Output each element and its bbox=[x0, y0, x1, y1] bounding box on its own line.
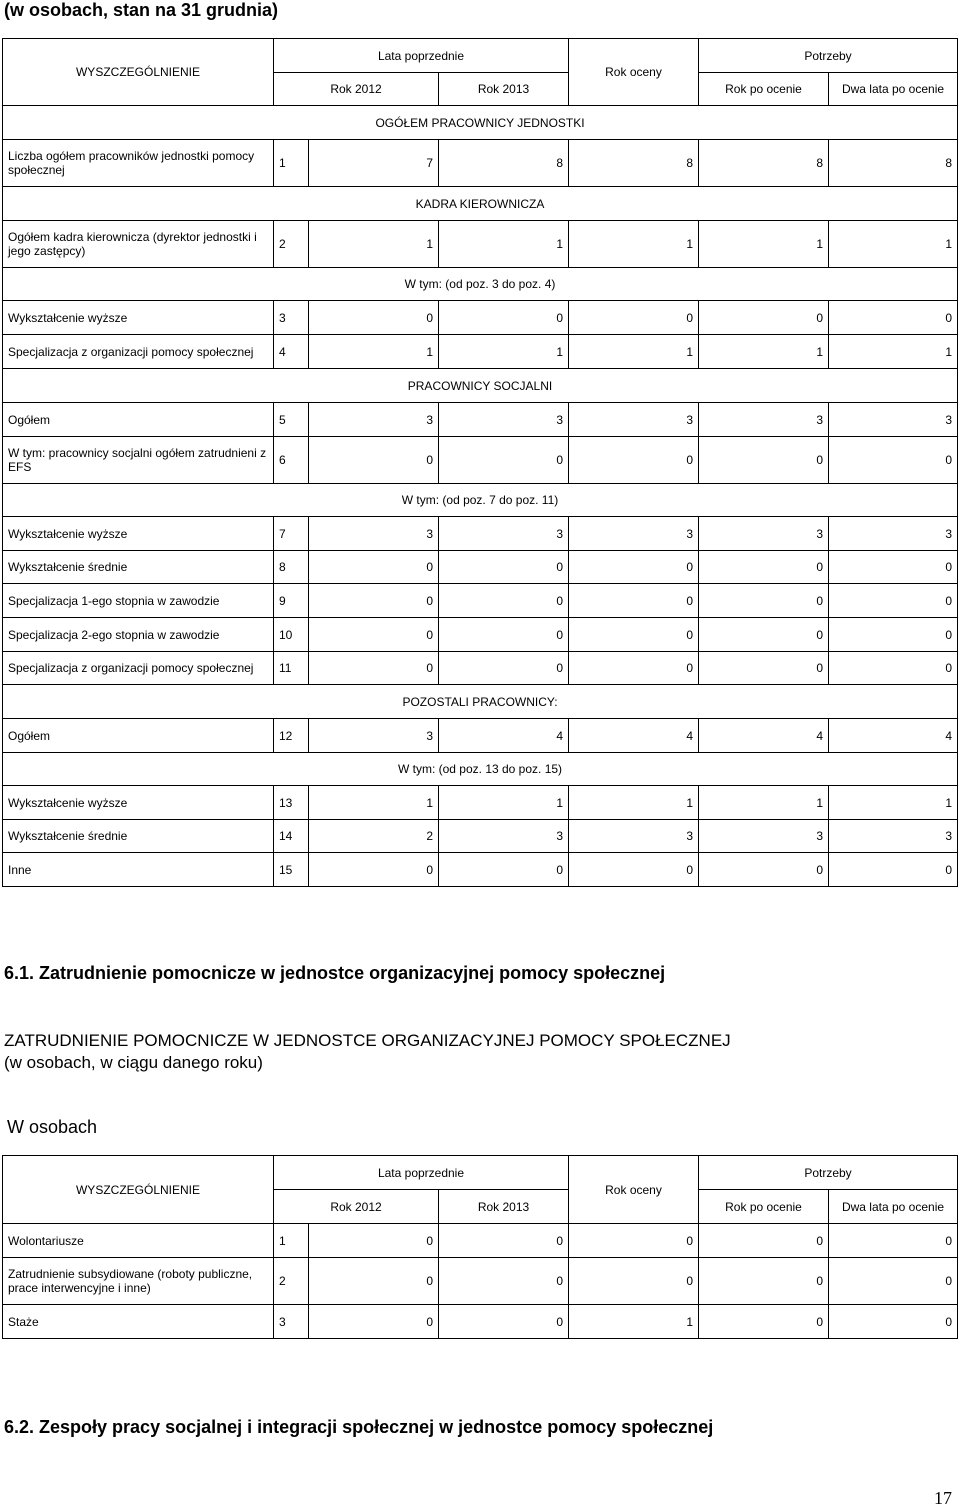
table-title bbox=[4, 1030, 731, 1074]
cell-value: 1 bbox=[309, 221, 439, 268]
cell-value: 0 bbox=[439, 853, 569, 887]
cell-value: 1 bbox=[439, 335, 569, 369]
cell-value: 4 bbox=[699, 719, 829, 753]
cell-value: 1 bbox=[569, 221, 699, 268]
cell-value: 0 bbox=[309, 551, 439, 584]
table-header-row bbox=[3, 1156, 958, 1190]
cell-value: 1 bbox=[829, 786, 958, 820]
row-label: Zatrudnienie subsydiowane (roboty publiczne, prace interwencyjne i inne) bbox=[3, 1258, 274, 1305]
cell-value: 1 bbox=[569, 786, 699, 820]
cell-value: 0 bbox=[309, 301, 439, 335]
cell-value: 0 bbox=[829, 1224, 958, 1258]
cell-value: 0 bbox=[699, 551, 829, 584]
cell-value: 1 bbox=[829, 335, 958, 369]
header-rok-2012: Rok 2012 bbox=[274, 1190, 439, 1224]
section-row bbox=[3, 484, 958, 517]
cell-value: 0 bbox=[569, 618, 699, 652]
cell-value: 3 bbox=[439, 403, 569, 437]
section-heading-6-1: 6.1. Zatrudnienie pomocnicze w jednostce organizacyjnej pomocy społecznej bbox=[4, 963, 666, 983]
cell-value: 1 bbox=[569, 335, 699, 369]
cell-value: 1 bbox=[569, 1305, 699, 1339]
header-prev-years: Lata poprzednie bbox=[274, 1156, 569, 1190]
cell-value: 0 bbox=[699, 584, 829, 618]
cell-value: 0 bbox=[699, 1224, 829, 1258]
cell-value: 0 bbox=[439, 301, 569, 335]
cell-value: 0 bbox=[569, 551, 699, 584]
row-number: 8 bbox=[274, 551, 309, 584]
table-row bbox=[3, 221, 958, 268]
table-title-line-2: (w osobach, w ciągu danego roku) bbox=[4, 1053, 263, 1072]
cell-value: 0 bbox=[829, 584, 958, 618]
row-label: Specjalizacja z organizacji pomocy społecznej bbox=[3, 335, 274, 369]
cell-value: 3 bbox=[699, 403, 829, 437]
row-label: Specjalizacja 2-ego stopnia w zawodzie bbox=[3, 618, 274, 652]
table-row bbox=[3, 786, 958, 820]
cell-value: 0 bbox=[699, 1258, 829, 1305]
cell-value: 0 bbox=[699, 652, 829, 685]
section-label: POZOSTALI PRACOWNICY: bbox=[3, 685, 958, 719]
cell-value: 8 bbox=[829, 140, 958, 187]
row-label: Wykształcenie wyższe bbox=[3, 517, 274, 551]
cell-value: 3 bbox=[309, 517, 439, 551]
table-row bbox=[3, 1305, 958, 1339]
page-number: 17 bbox=[934, 1488, 952, 1508]
cell-value: 3 bbox=[439, 820, 569, 853]
cell-value: 7 bbox=[309, 140, 439, 187]
row-label: Wykształcenie wyższe bbox=[3, 786, 274, 820]
row-label: Specjalizacja 1-ego stopnia w zawodzie bbox=[3, 584, 274, 618]
cell-value: 0 bbox=[569, 1224, 699, 1258]
cell-value: 3 bbox=[569, 403, 699, 437]
cell-value: 0 bbox=[569, 853, 699, 887]
cell-value: 0 bbox=[829, 618, 958, 652]
cell-value: 0 bbox=[309, 1305, 439, 1339]
cell-value: 1 bbox=[699, 335, 829, 369]
row-number: 13 bbox=[274, 786, 309, 820]
table-row bbox=[3, 584, 958, 618]
cell-value: 0 bbox=[439, 437, 569, 484]
table-row bbox=[3, 335, 958, 369]
table-row bbox=[3, 652, 958, 685]
section-label: KADRA KIEROWNICZA bbox=[3, 187, 958, 221]
cell-value: 0 bbox=[699, 1305, 829, 1339]
section-label: W tym: (od poz. 7 do poz. 11) bbox=[3, 484, 958, 517]
row-label: Ogółem bbox=[3, 719, 274, 753]
row-number: 1 bbox=[274, 140, 309, 187]
row-label: Wolontariusze bbox=[3, 1224, 274, 1258]
cell-value: 3 bbox=[829, 403, 958, 437]
cell-value: 3 bbox=[309, 719, 439, 753]
table-row bbox=[3, 403, 958, 437]
header-rok-oceny: Rok oceny bbox=[569, 39, 699, 106]
table-row bbox=[3, 719, 958, 753]
cell-value: 0 bbox=[439, 551, 569, 584]
row-number: 12 bbox=[274, 719, 309, 753]
row-label: Ogółem bbox=[3, 403, 274, 437]
cell-value: 3 bbox=[699, 820, 829, 853]
cell-value: 3 bbox=[829, 820, 958, 853]
cell-value: 0 bbox=[569, 652, 699, 685]
section-row bbox=[3, 685, 958, 719]
cell-value: 0 bbox=[439, 584, 569, 618]
header-spec: WYSZCZEGÓLNIENIE bbox=[3, 39, 274, 106]
cell-value: 0 bbox=[829, 437, 958, 484]
cell-value: 4 bbox=[569, 719, 699, 753]
cell-value: 0 bbox=[829, 1258, 958, 1305]
table-row bbox=[3, 551, 958, 584]
cell-value: 0 bbox=[439, 1305, 569, 1339]
cell-value: 8 bbox=[439, 140, 569, 187]
cell-value: 0 bbox=[699, 618, 829, 652]
cell-value: 0 bbox=[829, 301, 958, 335]
cell-value: 0 bbox=[439, 1224, 569, 1258]
cell-value: 3 bbox=[569, 820, 699, 853]
cell-value: 0 bbox=[309, 1258, 439, 1305]
header-dwa-lata: Dwa lata po ocenie bbox=[829, 73, 958, 106]
cell-value: 0 bbox=[309, 584, 439, 618]
row-label: Wykształcenie wyższe bbox=[3, 301, 274, 335]
cell-value: 0 bbox=[309, 437, 439, 484]
table-row bbox=[3, 820, 958, 853]
table-row bbox=[3, 1258, 958, 1305]
cell-value: 0 bbox=[309, 618, 439, 652]
cell-value: 3 bbox=[699, 517, 829, 551]
row-number: 11 bbox=[274, 652, 309, 685]
row-label: Inne bbox=[3, 853, 274, 887]
row-number: 14 bbox=[274, 820, 309, 853]
table-row bbox=[3, 140, 958, 187]
cell-value: 0 bbox=[829, 1305, 958, 1339]
header-rok-oceny: Rok oceny bbox=[569, 1156, 699, 1224]
unit-label: W osobach bbox=[7, 1117, 98, 1137]
row-label: Liczba ogółem pracowników jednostki pomocy społecznej bbox=[3, 140, 274, 187]
header-rok-po-ocenie: Rok po ocenie bbox=[699, 73, 829, 106]
cell-value: 0 bbox=[309, 853, 439, 887]
section-row bbox=[3, 187, 958, 221]
cell-value: 0 bbox=[829, 652, 958, 685]
cell-value: 4 bbox=[829, 719, 958, 753]
cell-value: 0 bbox=[309, 1224, 439, 1258]
header-rok-2012: Rok 2012 bbox=[274, 73, 439, 106]
cell-value: 1 bbox=[699, 786, 829, 820]
row-number: 2 bbox=[274, 1258, 309, 1305]
section-label: PRACOWNICY SOCJALNI bbox=[3, 369, 958, 403]
header-rok-2013: Rok 2013 bbox=[439, 73, 569, 106]
row-number: 9 bbox=[274, 584, 309, 618]
cell-value: 1 bbox=[439, 786, 569, 820]
row-number: 4 bbox=[274, 335, 309, 369]
cell-value: 0 bbox=[569, 301, 699, 335]
table-row bbox=[3, 301, 958, 335]
cell-value: 1 bbox=[439, 221, 569, 268]
table-row bbox=[3, 437, 958, 484]
cell-value: 1 bbox=[309, 335, 439, 369]
section-row bbox=[3, 106, 958, 140]
section-row bbox=[3, 268, 958, 301]
cell-value: 3 bbox=[309, 403, 439, 437]
header-rok-po-ocenie: Rok po ocenie bbox=[699, 1190, 829, 1224]
row-number: 7 bbox=[274, 517, 309, 551]
table-row bbox=[3, 517, 958, 551]
cell-value: 0 bbox=[309, 652, 439, 685]
row-number: 3 bbox=[274, 1305, 309, 1339]
row-label: W tym: pracownicy socjalni ogółem zatrudnieni z EFS bbox=[3, 437, 274, 484]
cell-value: 0 bbox=[829, 551, 958, 584]
cell-value: 0 bbox=[439, 652, 569, 685]
cell-value: 1 bbox=[699, 221, 829, 268]
cell-value: 0 bbox=[569, 437, 699, 484]
cell-value: 0 bbox=[699, 437, 829, 484]
cell-value: 0 bbox=[829, 853, 958, 887]
section-label: W tym: (od poz. 3 do poz. 4) bbox=[3, 268, 958, 301]
row-number: 3 bbox=[274, 301, 309, 335]
cell-value: 4 bbox=[439, 719, 569, 753]
row-number: 1 bbox=[274, 1224, 309, 1258]
cell-value: 0 bbox=[699, 301, 829, 335]
page-title: (w osobach, stan na 31 grudnia) bbox=[4, 0, 279, 20]
cell-value: 1 bbox=[829, 221, 958, 268]
header-dwa-lata: Dwa lata po ocenie bbox=[829, 1190, 958, 1224]
row-label: Staże bbox=[3, 1305, 274, 1339]
section-heading-6-2: 6.2. Zespoły pracy socjalnej i integracji społecznej w jednostce pomocy społecznej bbox=[4, 1417, 714, 1437]
header-spec: WYSZCZEGÓLNIENIE bbox=[3, 1156, 274, 1224]
row-label: Ogółem kadra kierownicza (dyrektor jednostki i jego zastępcy) bbox=[3, 221, 274, 268]
cell-value: 0 bbox=[439, 1258, 569, 1305]
cell-value: 1 bbox=[309, 786, 439, 820]
cell-value: 0 bbox=[439, 618, 569, 652]
section-row bbox=[3, 369, 958, 403]
header-rok-2013: Rok 2013 bbox=[439, 1190, 569, 1224]
table-row bbox=[3, 853, 958, 887]
section-label: W tym: (od poz. 13 do poz. 15) bbox=[3, 753, 958, 786]
table-row bbox=[3, 1224, 958, 1258]
row-label: Specjalizacja z organizacji pomocy społecznej bbox=[3, 652, 274, 685]
row-number: 2 bbox=[274, 221, 309, 268]
header-potrzeby: Potrzeby bbox=[699, 1156, 958, 1190]
cell-value: 0 bbox=[569, 1258, 699, 1305]
cell-value: 3 bbox=[569, 517, 699, 551]
row-number: 6 bbox=[274, 437, 309, 484]
cell-value: 0 bbox=[699, 853, 829, 887]
auxiliary-employment-table bbox=[2, 1155, 958, 1339]
row-number: 15 bbox=[274, 853, 309, 887]
row-label: Wykształcenie średnie bbox=[3, 820, 274, 853]
staff-table bbox=[2, 38, 958, 887]
table-header-row bbox=[3, 39, 958, 73]
row-label: Wykształcenie średnie bbox=[3, 551, 274, 584]
header-prev-years: Lata poprzednie bbox=[274, 39, 569, 73]
cell-value: 2 bbox=[309, 820, 439, 853]
table-title-line-1: ZATRUDNIENIE POMOCNICZE W JEDNOSTCE ORGANIZACYJNEJ POMOCY SPOŁECZNEJ bbox=[4, 1031, 731, 1050]
cell-value: 0 bbox=[569, 584, 699, 618]
section-label: OGÓŁEM PRACOWNICY JEDNOSTKI bbox=[3, 106, 958, 140]
section-row bbox=[3, 753, 958, 786]
cell-value: 8 bbox=[569, 140, 699, 187]
cell-value: 3 bbox=[829, 517, 958, 551]
row-number: 10 bbox=[274, 618, 309, 652]
header-potrzeby: Potrzeby bbox=[699, 39, 958, 73]
row-number: 5 bbox=[274, 403, 309, 437]
cell-value: 3 bbox=[439, 517, 569, 551]
cell-value: 8 bbox=[699, 140, 829, 187]
table-row bbox=[3, 618, 958, 652]
